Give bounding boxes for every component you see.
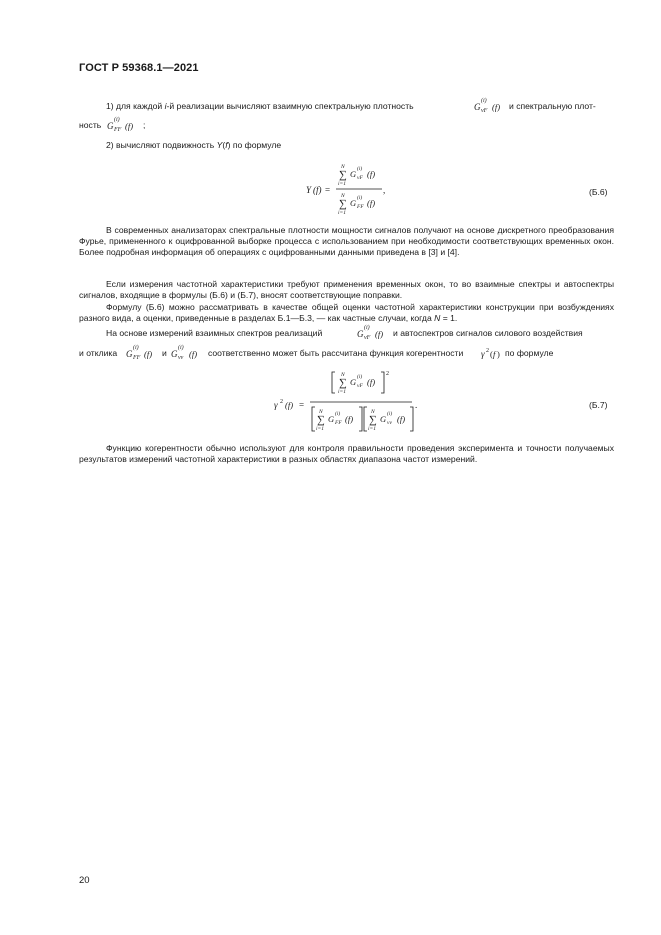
svg-text:G: G <box>350 377 357 387</box>
svg-text:(f): (f) <box>189 349 198 359</box>
paragraph-coherence-line-2-start: и отклика <box>79 348 118 358</box>
paragraph-coherence-usage: Функцию когерентности обычно используют для контроля правильности проведения эксперимента и точности получаемых результатов измерений частотной характеристики в разных областях диапазона частот измерений. <box>79 443 614 465</box>
auto-spectrum-vv-symbol <box>169 342 209 362</box>
svg-text:(i): (i) <box>335 411 341 417</box>
svg-text:=: = <box>299 400 305 410</box>
svg-text:i=1: i=1 <box>338 181 346 187</box>
svg-text:G: G <box>474 102 481 112</box>
coherence-symbol <box>479 342 507 362</box>
svg-text:G: G <box>171 349 178 359</box>
cross-spectrum-symbol <box>472 95 510 115</box>
svg-text:(f): (f) <box>367 377 376 387</box>
svg-text:(f): (f) <box>285 400 294 410</box>
svg-text:i=1: i=1 <box>338 210 346 216</box>
item-1-line-1: 1) для каждой i-й реализации вычисляют взаимную спектральную плотность <box>106 101 414 111</box>
svg-text:i=1: i=1 <box>368 426 376 432</box>
svg-text:∑: ∑ <box>339 169 347 181</box>
svg-text:(f): (f) <box>367 198 376 208</box>
svg-text:,: , <box>383 185 386 195</box>
cross-spectrum-symbol-2 <box>355 322 395 342</box>
svg-text:(f): (f) <box>397 414 406 424</box>
svg-text:vv: vv <box>387 420 392 426</box>
item-1-line-2: ность <box>79 120 102 130</box>
svg-text:∑: ∑ <box>369 414 377 426</box>
svg-text:vF: vF <box>364 335 371 341</box>
svg-text:G: G <box>380 414 387 424</box>
svg-text:vF: vF <box>357 383 363 389</box>
svg-text:G: G <box>350 169 357 179</box>
svg-text:vF: vF <box>481 108 488 114</box>
svg-text:(i): (i) <box>114 117 120 123</box>
svg-text:G: G <box>350 198 357 208</box>
svg-text:(i): (i) <box>364 325 370 331</box>
svg-text:Y: Y <box>306 185 312 195</box>
svg-text:γ: γ <box>274 400 278 410</box>
svg-text:N: N <box>341 193 345 199</box>
svg-text:(f): (f) <box>345 414 354 424</box>
svg-text:FF: FF <box>133 355 141 361</box>
svg-text:FF: FF <box>357 204 364 210</box>
svg-text:f: f <box>493 349 496 359</box>
svg-text:(: ( <box>490 349 493 359</box>
svg-text:vv: vv <box>178 355 184 361</box>
document-header: ГОСТ Р 59368.1—2021 <box>79 62 199 74</box>
svg-text:i=1: i=1 <box>338 389 346 395</box>
svg-text:2: 2 <box>386 371 389 377</box>
paragraph-coherence-line-1: На основе измерений взаимных спектров реализаций <box>106 328 323 338</box>
svg-text:G: G <box>107 121 114 131</box>
svg-text:N: N <box>319 409 323 415</box>
equation-number-b7: (Б.7) <box>589 400 608 410</box>
svg-text:.: . <box>415 400 418 410</box>
svg-text:vF: vF <box>357 175 363 181</box>
conjunction-and: и <box>162 348 167 358</box>
svg-text:(f): (f) <box>375 329 384 339</box>
paragraph-coherence-line-2-mid: соответственно может быть рассчитана функция когерентности <box>208 348 464 358</box>
svg-text:G: G <box>357 329 364 339</box>
svg-text:G: G <box>126 349 133 359</box>
svg-text:(f): (f) <box>367 169 376 179</box>
svg-text:(f): (f) <box>313 185 322 195</box>
item-2-line: 2) вычисляют подвижность Y(f) по формуле <box>106 140 282 150</box>
svg-text:(f): (f) <box>144 349 153 359</box>
svg-text:∑: ∑ <box>339 377 347 389</box>
svg-text:(i): (i) <box>357 374 363 380</box>
svg-text:): ) <box>497 349 500 359</box>
formula-b7 <box>270 366 430 442</box>
page-number: 20 <box>79 875 90 886</box>
svg-text:FF: FF <box>335 420 342 426</box>
svg-text:(i): (i) <box>387 411 393 417</box>
paragraph-coherence-line-1-end: и автоспектров сигналов силового воздействия <box>393 328 583 338</box>
svg-text:(i): (i) <box>178 345 184 351</box>
paragraph-windows: Если измерения частотной характеристики требуют применения временных окон, то во взаимные спектры и автоспектры сигналов, входящие в формулы (Б.6) и (Б.7), вносят соответствующие поправки. <box>79 279 614 301</box>
item-1-line-1-end: и спектральную плот- <box>509 101 596 111</box>
svg-text:i=1: i=1 <box>316 426 324 432</box>
svg-text:(i): (i) <box>357 195 363 201</box>
svg-text:=: = <box>325 185 331 195</box>
svg-text:N: N <box>371 409 375 415</box>
svg-text:N: N <box>341 372 345 378</box>
svg-text:2: 2 <box>280 399 283 405</box>
svg-text:∑: ∑ <box>317 414 325 426</box>
paragraph-dft: В современных анализаторах спектральные плотности мощности сигналов получают на основе дискретного преобразования Фурье, примененного к оцифрованной выборке процесса с использованием при необходимости соответствующих временных окон. Более подробная информация об операциях с оцифрованными данными приведена в [3] и [4]. <box>79 225 614 258</box>
svg-text:(i): (i) <box>357 166 363 172</box>
svg-text:(i): (i) <box>481 98 487 104</box>
formula-b6 <box>300 160 420 220</box>
paragraph-coherence-line-2-end: по формуле <box>505 348 554 358</box>
svg-text:(i): (i) <box>133 345 139 351</box>
auto-spectrum-symbol <box>105 114 145 134</box>
svg-text:∑: ∑ <box>339 198 347 210</box>
item-1-semicolon: ; <box>143 120 146 130</box>
svg-text:N: N <box>341 164 345 170</box>
svg-text:FF: FF <box>114 127 122 133</box>
svg-text:2: 2 <box>486 348 489 354</box>
svg-text:γ: γ <box>481 349 485 359</box>
svg-text:(f): (f) <box>125 121 134 131</box>
auto-spectrum-ff-symbol <box>124 342 164 362</box>
paragraph-general-estimate: Формулу (Б.6) можно рассматривать в качестве общей оценки частотной характеристики конструкции при возбуждениях разного вида, а оценки, приведенные в разделах Б.1—Б.3, — как частные случаи, когда N = 1. <box>79 302 614 324</box>
svg-text:G: G <box>328 414 335 424</box>
equation-number-b6: (Б.6) <box>589 187 608 197</box>
svg-text:(f): (f) <box>492 102 501 112</box>
